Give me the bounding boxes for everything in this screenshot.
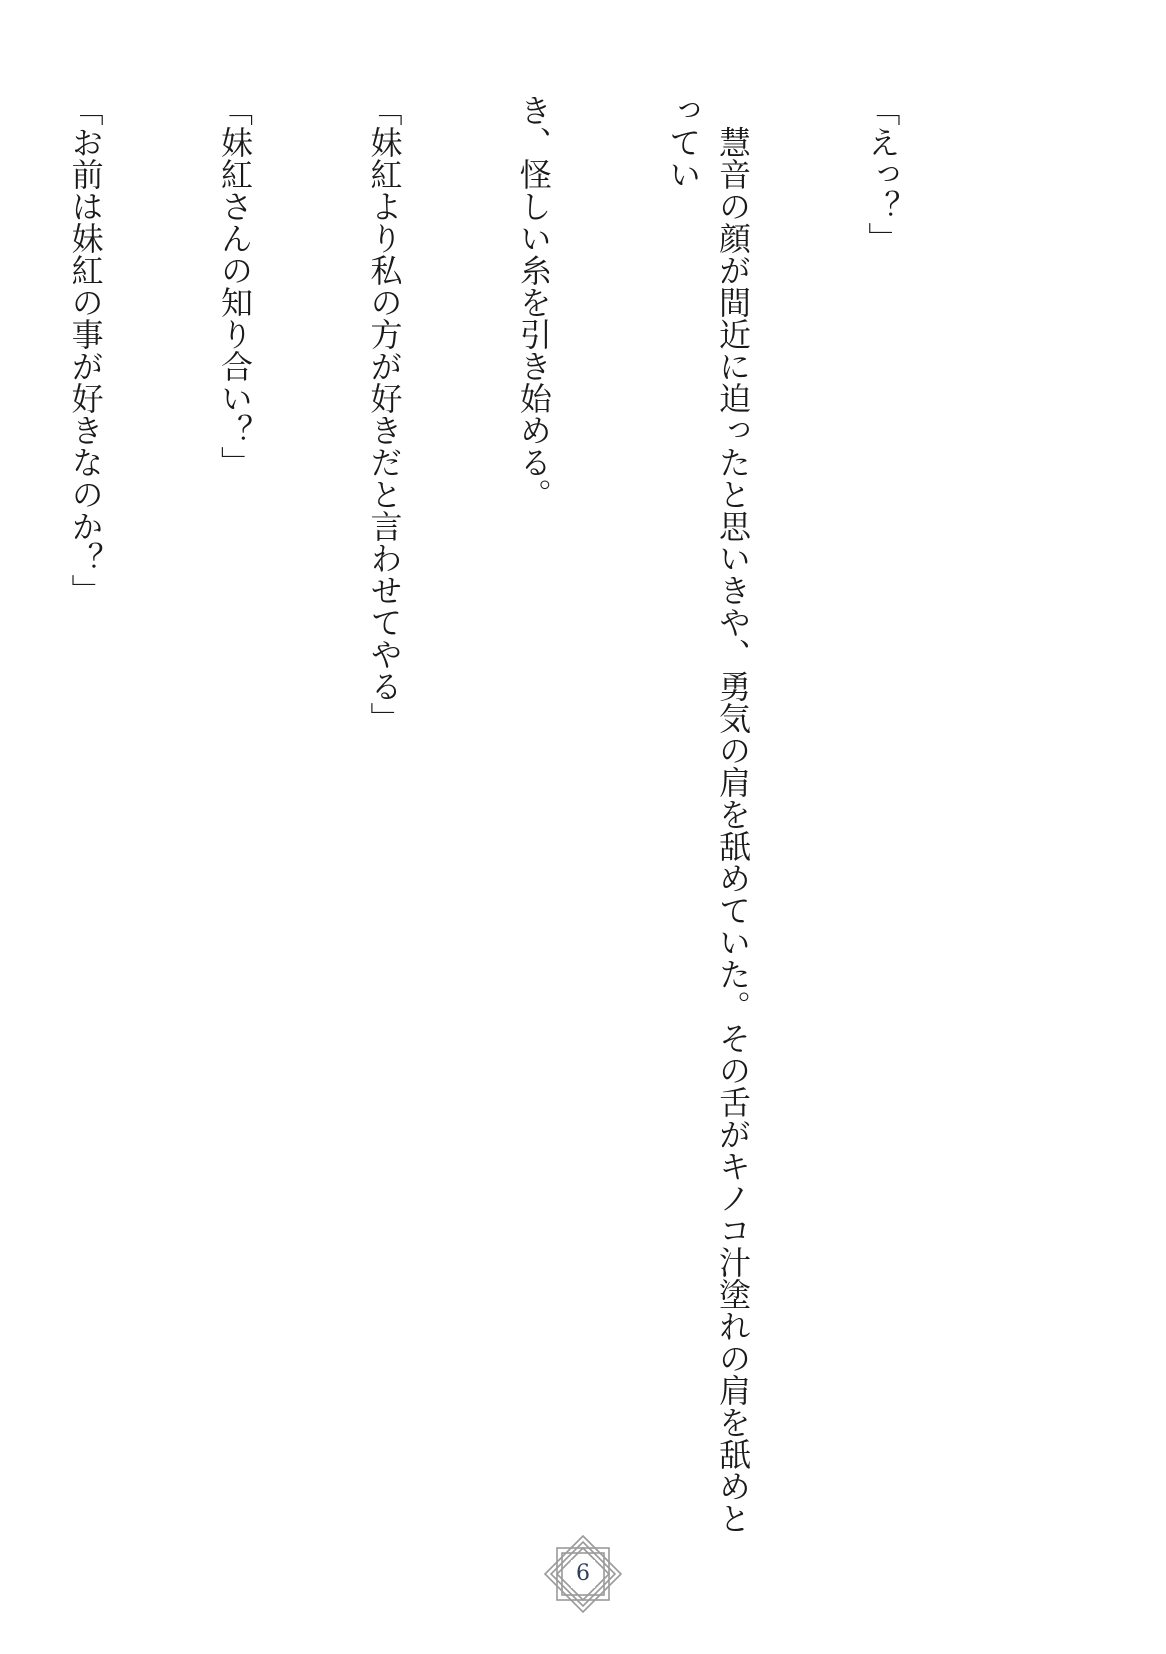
text-line: 「妹紅さんの知り合い？」 xyxy=(216,94,255,478)
page-number-badge xyxy=(541,1532,625,1616)
text-line: 「えっ？」 xyxy=(863,94,902,254)
text-line: 「妹紅より私の方が好きだと言わせてやる」 xyxy=(365,94,404,734)
text-line: き、怪しい糸を引き始める。 xyxy=(514,94,553,510)
text-line: 慧音の顔が間近に迫ったと思いきや、勇気の肩を舐めていた。その舌がキノコ汁塗れの肩を舐めとってい xyxy=(664,94,753,1534)
vertical-text-body xyxy=(66,94,1006,1544)
text-line: 「お前は妹紅の事が好きなのか？」 xyxy=(66,94,105,606)
page-number: 6 xyxy=(576,1561,590,1586)
